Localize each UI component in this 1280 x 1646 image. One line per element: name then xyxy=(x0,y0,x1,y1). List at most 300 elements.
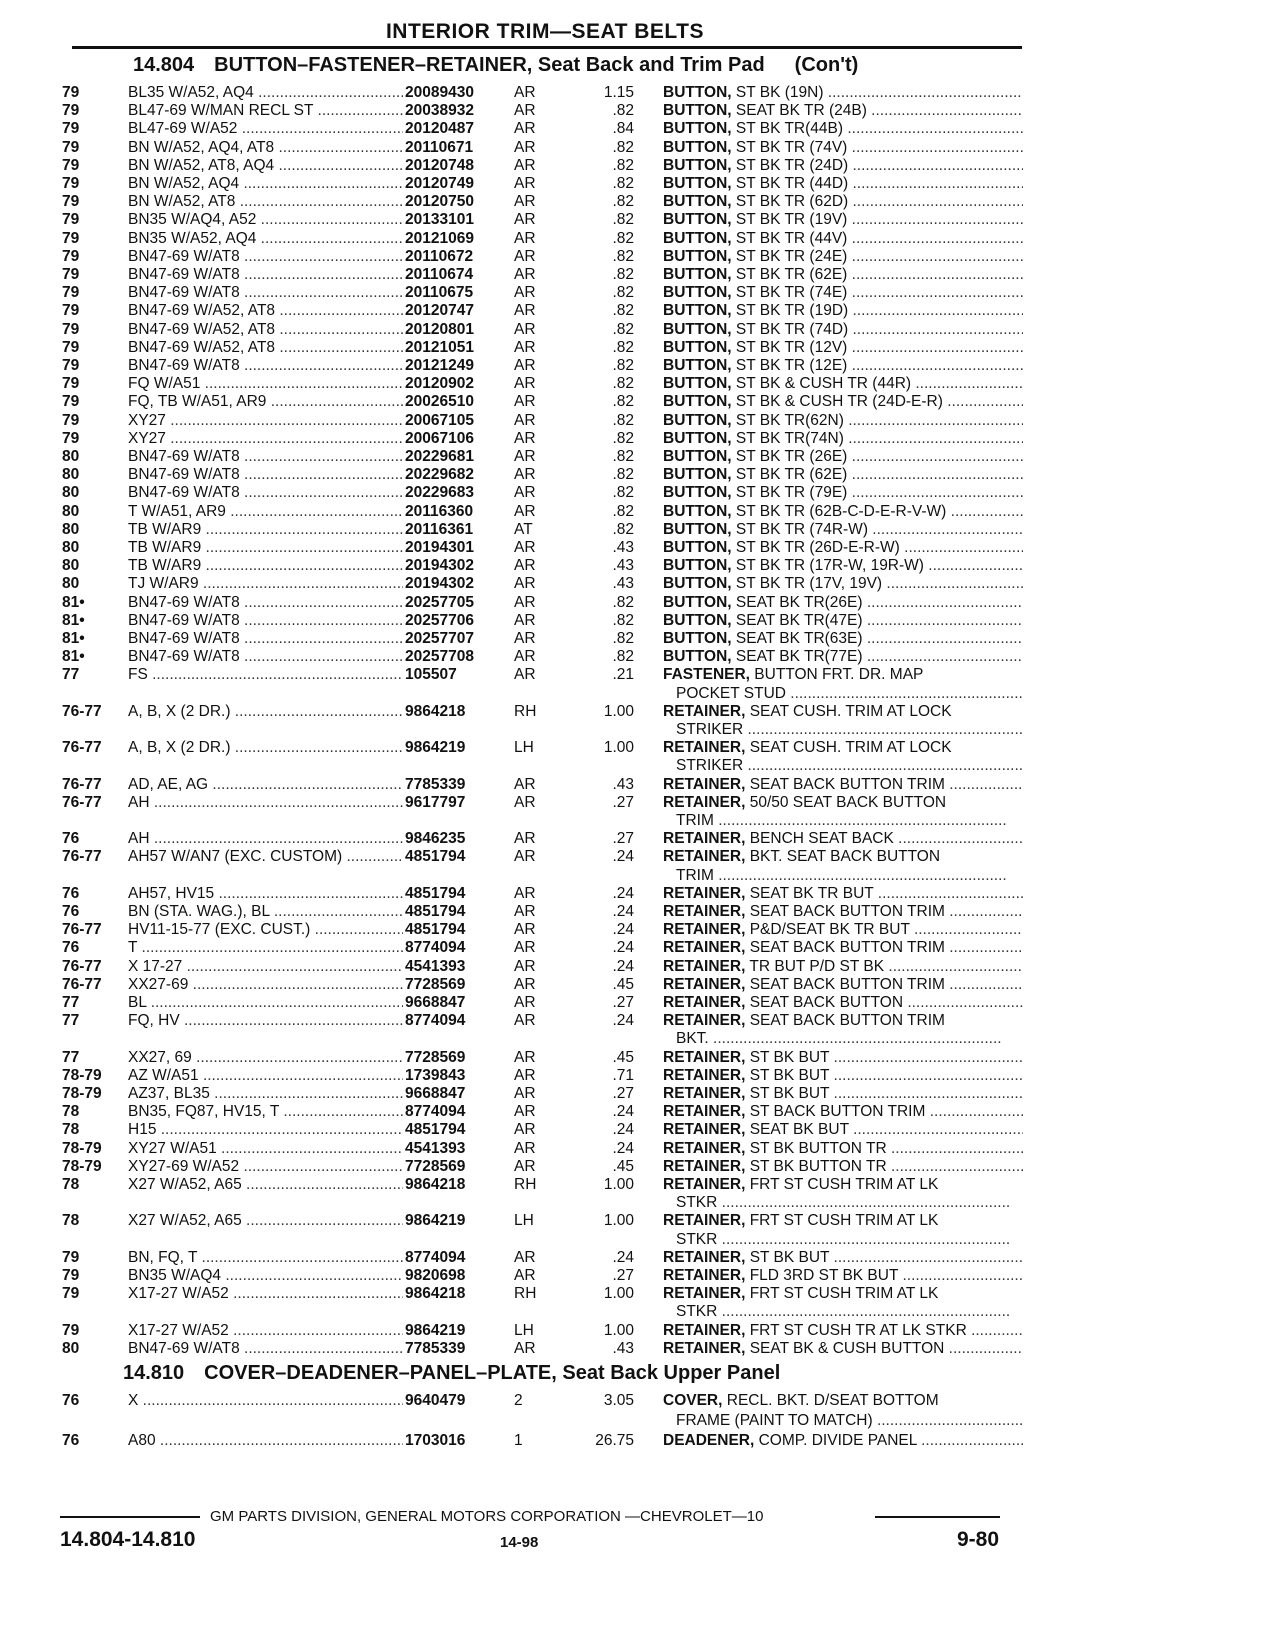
part-number-cell: 9864219 xyxy=(405,1321,466,1339)
price-cell: .82 xyxy=(612,375,634,393)
model-cell: T ..... xyxy=(128,939,403,957)
year-cell: 79 xyxy=(62,84,80,101)
model-cell: XY27 ..... xyxy=(128,412,403,430)
item-name: RETAINER, xyxy=(663,1103,746,1121)
model-cell: BN W/A52, AT8, AQ4 ..... xyxy=(128,157,403,175)
parts-row xyxy=(0,1012,1280,1031)
description-cell xyxy=(663,102,1023,120)
parts-row-continuation xyxy=(0,1194,1280,1213)
year-cell: 77 xyxy=(62,1012,80,1030)
description-cell xyxy=(663,430,1023,448)
item-name: RETAINER, xyxy=(663,903,746,920)
parts-row xyxy=(0,412,1280,431)
year-cell: 79 xyxy=(62,411,80,429)
item-name: BUTTON, xyxy=(663,611,732,629)
quantity-cell: LH xyxy=(514,739,534,757)
model-cell: BN47-69 W/AT8 ..... xyxy=(128,466,403,484)
year-cell: 76-77 xyxy=(62,921,102,939)
price-cell: .82 xyxy=(612,266,634,283)
quantity-cell: AR xyxy=(514,284,536,302)
item-name: RETAINER, xyxy=(663,1012,746,1030)
item-description: ST BK TR (74R-W) xyxy=(735,520,868,538)
item-description: SEAT BACK BUTTON TRIM xyxy=(749,939,945,957)
part-number-cell: 8774094 xyxy=(405,1103,466,1121)
year-cell: 81• xyxy=(62,611,85,629)
part-number-cell: 20229681 xyxy=(405,448,474,465)
description-cell xyxy=(663,120,1023,138)
model-cell: TB W/AR9 ..... xyxy=(128,539,403,557)
parts-row-continuation xyxy=(0,1030,1280,1049)
quantity-cell: AR xyxy=(514,611,536,629)
item-name: BUTTON, xyxy=(663,84,732,101)
price-cell: 1.00 xyxy=(603,1212,634,1230)
year-cell: 81• xyxy=(62,648,85,666)
quantity-cell: AR xyxy=(514,320,536,338)
part-number-cell: 20120902 xyxy=(405,375,474,393)
quantity-cell: AR xyxy=(514,357,536,374)
quantity-cell: AR xyxy=(514,557,536,575)
year-cell: 80 xyxy=(62,575,80,593)
description-cell xyxy=(663,994,1023,1012)
part-number-cell: 9668847 xyxy=(405,1085,466,1102)
description-cell xyxy=(663,1085,1023,1103)
price-cell: .24 xyxy=(612,884,634,902)
description-cell xyxy=(663,266,1023,284)
year-cell: 79 xyxy=(62,1248,80,1266)
model-cell: XY27 ..... xyxy=(128,430,403,448)
year-cell: 78 xyxy=(62,1176,80,1193)
price-cell: .24 xyxy=(612,1012,634,1030)
year-cell: 81• xyxy=(62,593,85,611)
quantity-cell: AR xyxy=(514,1048,536,1066)
parts-row xyxy=(0,776,1280,795)
model-cell: XY27 W/A51 ..... xyxy=(128,1140,403,1158)
price-cell: .82 xyxy=(612,593,634,611)
model-cell: BN35 W/AQ4, A52 ..... xyxy=(128,211,403,229)
item-name: BUTTON, xyxy=(663,539,732,556)
quantity-cell: AR xyxy=(514,884,536,902)
parts-row xyxy=(0,630,1280,649)
header-rule xyxy=(72,46,1022,49)
quantity-cell: AR xyxy=(514,429,536,447)
description-cell xyxy=(663,466,1023,484)
description-cell xyxy=(663,939,1023,957)
parts-row xyxy=(0,157,1280,176)
description-cell xyxy=(663,976,1023,994)
price-cell: .27 xyxy=(612,793,634,811)
item-description: ST BK TR (62E) xyxy=(735,466,848,484)
part-number-cell: 20121249 xyxy=(405,357,474,374)
part-number-cell: 1703016 xyxy=(405,1432,466,1449)
description-cell xyxy=(663,921,1023,939)
year-cell: 79 xyxy=(62,266,80,283)
quantity-cell: AR xyxy=(514,793,536,811)
price-cell: .27 xyxy=(612,994,634,1011)
model-cell: X 17-27 ..... xyxy=(128,958,403,976)
quantity-cell: AR xyxy=(514,302,536,320)
item-description: SEAT CUSH. TRIM AT LOCK xyxy=(749,739,952,757)
description-cell xyxy=(663,1103,1023,1121)
item-description: ST BACK BUTTON TRIM xyxy=(749,1103,926,1121)
item-name: BUTTON, xyxy=(663,357,732,374)
price-cell: .82 xyxy=(612,357,634,374)
model-cell: X17-27 W/A52 ..... xyxy=(128,1285,403,1303)
model-cell: AH ..... xyxy=(128,794,403,812)
model-cell: BN47-69 W/AT8 ..... xyxy=(128,1340,403,1358)
description-cell xyxy=(663,1176,1023,1194)
part-number-cell: 20116360 xyxy=(405,502,474,520)
price-cell: .27 xyxy=(612,830,634,848)
price-cell: .82 xyxy=(612,630,634,647)
item-name: RETAINER, xyxy=(663,921,746,939)
model-cell: BN47-69 W/AT8 ..... xyxy=(128,612,403,630)
model-cell: BN47-69 W/AT8 ..... xyxy=(128,630,403,648)
parts-row xyxy=(0,921,1280,940)
year-cell: 78-79 xyxy=(62,1157,102,1175)
price-cell: .82 xyxy=(612,156,634,174)
model-cell: AH ..... xyxy=(128,830,403,848)
year-cell: 76 xyxy=(62,1392,80,1409)
item-description: ST BK TR (24E) xyxy=(735,247,848,265)
description-continuation: STKR ..... xyxy=(676,1303,1023,1321)
year-cell: 79 xyxy=(62,393,80,411)
item-description: SEAT BK TR BUT xyxy=(749,884,874,902)
price-cell: .82 xyxy=(612,320,634,338)
description-cell xyxy=(663,594,1023,612)
description-cell xyxy=(663,648,1023,666)
year-cell: 79 xyxy=(62,284,80,302)
item-name: BUTTON, xyxy=(663,284,732,302)
item-description: 50/50 SEAT BACK BUTTON xyxy=(749,793,947,811)
price-cell: .45 xyxy=(612,1048,634,1066)
item-description: ST BK TR (12E) xyxy=(735,357,848,374)
quantity-cell: AR xyxy=(514,193,536,211)
part-number-cell: 20038932 xyxy=(405,102,474,120)
price-cell: .24 xyxy=(612,957,634,975)
quantity-cell: AR xyxy=(514,666,536,684)
part-number-cell: 20257707 xyxy=(405,630,474,647)
description-cell xyxy=(663,375,1023,393)
model-cell: BN47-69 W/AT8 ..... xyxy=(128,484,403,502)
item-name: RETAINER, xyxy=(663,957,746,975)
description-cell xyxy=(663,1212,1023,1230)
part-number-cell: 20194302 xyxy=(405,557,474,575)
year-cell: 79 xyxy=(62,1285,80,1303)
item-description: BENCH SEAT BACK xyxy=(749,830,894,848)
item-description: ST BK TR(44B) xyxy=(735,120,844,138)
year-cell: 77 xyxy=(62,666,80,684)
price-cell: 1.15 xyxy=(603,84,634,101)
item-name: RETAINER, xyxy=(663,1139,746,1157)
price-cell: .82 xyxy=(612,502,634,520)
quantity-cell: AR xyxy=(514,830,536,848)
parts-row xyxy=(0,594,1280,613)
price-cell: .82 xyxy=(612,247,634,265)
quantity-cell: AR xyxy=(514,994,536,1011)
quantity-cell: AT xyxy=(514,520,533,538)
item-name: BUTTON, xyxy=(663,229,732,247)
year-cell: 76-77 xyxy=(62,702,102,720)
footer-rule-right xyxy=(875,1516,1000,1518)
year-cell: 79 xyxy=(62,429,80,447)
parts-row xyxy=(0,575,1280,594)
quantity-cell: AR xyxy=(514,593,536,611)
item-name: FASTENER, xyxy=(663,666,750,684)
item-name: RETAINER, xyxy=(663,1176,746,1193)
item-description: TR BUT P/D ST BK xyxy=(749,957,885,975)
model-cell: BN, FQ, T ..... xyxy=(128,1249,403,1267)
part-number-cell: 9640479 xyxy=(405,1392,466,1409)
item-name: BUTTON, xyxy=(663,502,732,520)
part-number-cell: 8774094 xyxy=(405,1012,466,1030)
quantity-cell: AR xyxy=(514,575,536,593)
model-cell: BN W/A52, AQ4, AT8 ..... xyxy=(128,139,403,157)
part-number-cell: 105507 xyxy=(405,666,457,684)
model-cell: BL35 W/A52, AQ4 ..... xyxy=(128,84,403,102)
item-name: BUTTON, xyxy=(663,484,732,502)
year-cell: 76-77 xyxy=(62,739,102,757)
year-cell: 76-77 xyxy=(62,957,102,975)
part-number-cell: 7785339 xyxy=(405,775,466,793)
quantity-cell: AR xyxy=(514,211,536,229)
description-cell xyxy=(663,357,1023,375)
year-cell: 76-77 xyxy=(62,848,102,866)
price-cell: .24 xyxy=(612,1248,634,1266)
part-number-cell: 9668847 xyxy=(405,994,466,1011)
item-name: RETAINER, xyxy=(663,739,746,757)
year-cell: 78-79 xyxy=(62,1066,102,1084)
year-cell: 80 xyxy=(62,539,80,556)
parts-row xyxy=(0,375,1280,394)
parts-row xyxy=(0,193,1280,212)
item-description: ST BK BUT xyxy=(749,1248,830,1266)
quantity-cell: RH xyxy=(514,1285,537,1303)
price-cell: .27 xyxy=(612,1267,634,1284)
part-number-cell: 4851794 xyxy=(405,1121,466,1139)
item-name: BUTTON, xyxy=(663,375,732,393)
part-number-cell: 20110671 xyxy=(405,138,474,156)
item-description: SEAT BK TR(77E) xyxy=(735,648,863,666)
part-number-cell: 9864219 xyxy=(405,1212,466,1230)
item-name: BUTTON, xyxy=(663,411,732,429)
item-name: BUTTON, xyxy=(663,193,732,211)
item-name: BUTTON, xyxy=(663,393,732,411)
model-cell: AH57 W/AN7 (EXC. CUSTOM) ..... xyxy=(128,848,403,866)
item-name: BUTTON, xyxy=(663,120,732,138)
item-name: RETAINER, xyxy=(663,1285,746,1303)
price-cell: .82 xyxy=(612,338,634,356)
description-cell xyxy=(663,776,1023,794)
quantity-cell: AR xyxy=(514,156,536,174)
parts-row xyxy=(0,1322,1280,1341)
model-cell: AD, AE, AG ..... xyxy=(128,776,403,794)
description-cell xyxy=(663,612,1023,630)
part-number-cell: 4541393 xyxy=(405,1139,466,1157)
item-description: SEAT BACK BUTTON TRIM xyxy=(749,975,945,993)
section-heading-14-810 xyxy=(123,1362,780,1385)
item-description: ST BK TR (17R-W, 19R-W) xyxy=(735,557,924,575)
description-cell xyxy=(663,139,1023,157)
item-description: ST BK BUTTON TR xyxy=(749,1139,887,1157)
item-description: ST BK TR (74V) xyxy=(735,138,848,156)
description-continuation: STKR ..... xyxy=(676,1194,1023,1212)
year-cell: 80 xyxy=(62,557,80,575)
model-cell: FQ, HV ..... xyxy=(128,1012,403,1030)
description-cell xyxy=(663,1267,1023,1285)
item-name: COVER, xyxy=(663,1392,723,1409)
part-number-cell: 20120750 xyxy=(405,193,474,211)
price-cell: 1.00 xyxy=(603,739,634,757)
item-description: ST BK TR (26D-E-R-W) xyxy=(735,539,900,556)
item-name: RETAINER, xyxy=(663,1248,746,1266)
year-cell: 76-77 xyxy=(62,975,102,993)
model-cell: BL47-69 W/MAN RECL ST ..... xyxy=(128,102,403,120)
part-number-cell: 20110674 xyxy=(405,266,474,283)
description-cell xyxy=(663,630,1023,648)
model-cell: A80 ..... xyxy=(128,1432,403,1450)
price-cell: .43 xyxy=(612,775,634,793)
description-cell xyxy=(663,557,1023,575)
part-number-cell: 9864218 xyxy=(405,1285,466,1303)
parts-row xyxy=(0,1267,1280,1286)
model-cell: BN35 W/AQ4 ..... xyxy=(128,1267,403,1285)
item-description: BUTTON FRT. DR. MAP xyxy=(754,666,924,684)
item-name: BUTTON, xyxy=(663,302,732,320)
item-description: FLD 3RD ST BK BUT xyxy=(749,1267,899,1284)
year-cell: 77 xyxy=(62,1048,80,1066)
item-description: FRT ST CUSH TRIM AT LK xyxy=(749,1212,939,1230)
quantity-cell: AR xyxy=(514,1157,536,1175)
quantity-cell: RH xyxy=(514,702,537,720)
year-cell: 76 xyxy=(62,830,80,848)
description-cell xyxy=(663,958,1023,976)
model-cell: AH57, HV15 ..... xyxy=(128,885,403,903)
quantity-cell: AR xyxy=(514,957,536,975)
price-cell: .21 xyxy=(612,666,634,684)
model-cell: XX27-69 ..... xyxy=(128,976,403,994)
year-cell: 76 xyxy=(62,1432,80,1449)
price-cell: .82 xyxy=(612,284,634,302)
item-description: ST BK (19N) xyxy=(735,84,824,101)
part-number-cell: 4851794 xyxy=(405,848,466,866)
description-cell xyxy=(663,666,1023,684)
parts-row xyxy=(0,976,1280,995)
item-name: BUTTON, xyxy=(663,138,732,156)
description-cell xyxy=(663,248,1023,266)
parts-row xyxy=(0,1212,1280,1231)
model-cell: TJ W/AR9 ..... xyxy=(128,575,403,593)
model-cell: X27 W/A52, A65 ..... xyxy=(128,1212,403,1230)
section-continued: (Con't) xyxy=(794,54,859,76)
parts-row xyxy=(0,994,1280,1013)
parts-row-continuation xyxy=(0,721,1280,740)
item-description: ST BK TR (24D) xyxy=(735,156,849,174)
item-description: COMP. DIVIDE PANEL xyxy=(758,1432,917,1449)
model-cell: BN W/A52, AQ4 ..... xyxy=(128,175,403,193)
item-name: RETAINER, xyxy=(663,1212,746,1230)
part-number-cell: 20120801 xyxy=(405,320,474,338)
quantity-cell: AR xyxy=(514,448,536,465)
parts-row xyxy=(0,393,1280,412)
part-number-cell: 7785339 xyxy=(405,1339,466,1357)
year-cell: 79 xyxy=(62,120,80,138)
item-description: ST BK TR (74E) xyxy=(735,284,848,302)
parts-row xyxy=(0,1340,1280,1359)
item-description: ST BK TR (17V, 19V) xyxy=(735,575,883,593)
part-number-cell: 9864219 xyxy=(405,739,466,757)
year-cell: 80 xyxy=(62,520,80,538)
description-cell xyxy=(663,1158,1023,1176)
item-description: FRT ST CUSH TRIM AT LK xyxy=(749,1176,939,1193)
model-cell: XX27, 69 ..... xyxy=(128,1049,403,1067)
quantity-cell: AR xyxy=(514,1085,536,1102)
price-cell: 1.00 xyxy=(603,702,634,720)
part-number-cell: 20194302 xyxy=(405,575,474,593)
parts-row-continuation xyxy=(0,1412,1280,1431)
model-cell: BL47-69 W/A52 ..... xyxy=(128,120,403,138)
item-description: SEAT BACK BUTTON TRIM xyxy=(749,775,945,793)
model-cell: FQ, TB W/A51, AR9 ..... xyxy=(128,393,403,411)
description-cell xyxy=(663,794,1023,812)
part-number-cell: 20120487 xyxy=(405,120,474,138)
price-cell: .84 xyxy=(612,120,634,138)
description-cell xyxy=(663,211,1023,229)
section-heading-14-804 xyxy=(133,54,858,77)
description-continuation: STRIKER ..... xyxy=(676,757,1023,775)
quantity-cell: AR xyxy=(514,120,536,138)
parts-row-continuation xyxy=(0,812,1280,831)
price-cell: .82 xyxy=(612,648,634,666)
part-number-cell: 4541393 xyxy=(405,957,466,975)
year-cell: 79 xyxy=(62,229,80,247)
model-cell: X ..... xyxy=(128,1392,403,1410)
model-cell: BN47-69 W/AT8 ..... xyxy=(128,648,403,666)
item-description: BKT. SEAT BACK BUTTON xyxy=(749,848,941,866)
item-name: RETAINER, xyxy=(663,994,746,1011)
price-cell: 1.00 xyxy=(603,1321,634,1339)
item-name: RETAINER, xyxy=(663,775,746,793)
part-number-cell: 9820698 xyxy=(405,1267,466,1284)
description-continuation: STKR ..... xyxy=(676,1231,1023,1249)
quantity-cell: AR xyxy=(514,502,536,520)
parts-row xyxy=(0,1121,1280,1140)
year-cell: 79 xyxy=(62,302,80,320)
part-number-cell: 1739843 xyxy=(405,1066,466,1084)
item-description: SEAT BK TR (24B) xyxy=(735,102,867,120)
quantity-cell: AR xyxy=(514,539,536,556)
footer-section-range: 14.804-14.810 xyxy=(60,1528,196,1551)
price-cell: .24 xyxy=(612,939,634,957)
year-cell: 79 xyxy=(62,1321,80,1339)
price-cell: .82 xyxy=(612,302,634,320)
item-name: BUTTON, xyxy=(663,648,732,666)
model-cell: BN35, FQ87, HV15, T ..... xyxy=(128,1103,403,1121)
description-cell xyxy=(663,193,1023,211)
price-cell: .24 xyxy=(612,903,634,920)
model-cell: BN35 W/A52, AQ4 ..... xyxy=(128,230,403,248)
quantity-cell: AR xyxy=(514,1121,536,1139)
description-cell xyxy=(663,1285,1023,1303)
model-cell: BL ..... xyxy=(128,994,403,1012)
price-cell: .27 xyxy=(612,1085,634,1102)
year-cell: 79 xyxy=(62,338,80,356)
description-cell xyxy=(663,1392,1023,1410)
parts-row-continuation xyxy=(0,1303,1280,1322)
year-cell: 79 xyxy=(62,138,80,156)
year-cell: 79 xyxy=(62,357,80,374)
year-cell: 80 xyxy=(62,448,80,465)
year-cell: 79 xyxy=(62,193,80,211)
